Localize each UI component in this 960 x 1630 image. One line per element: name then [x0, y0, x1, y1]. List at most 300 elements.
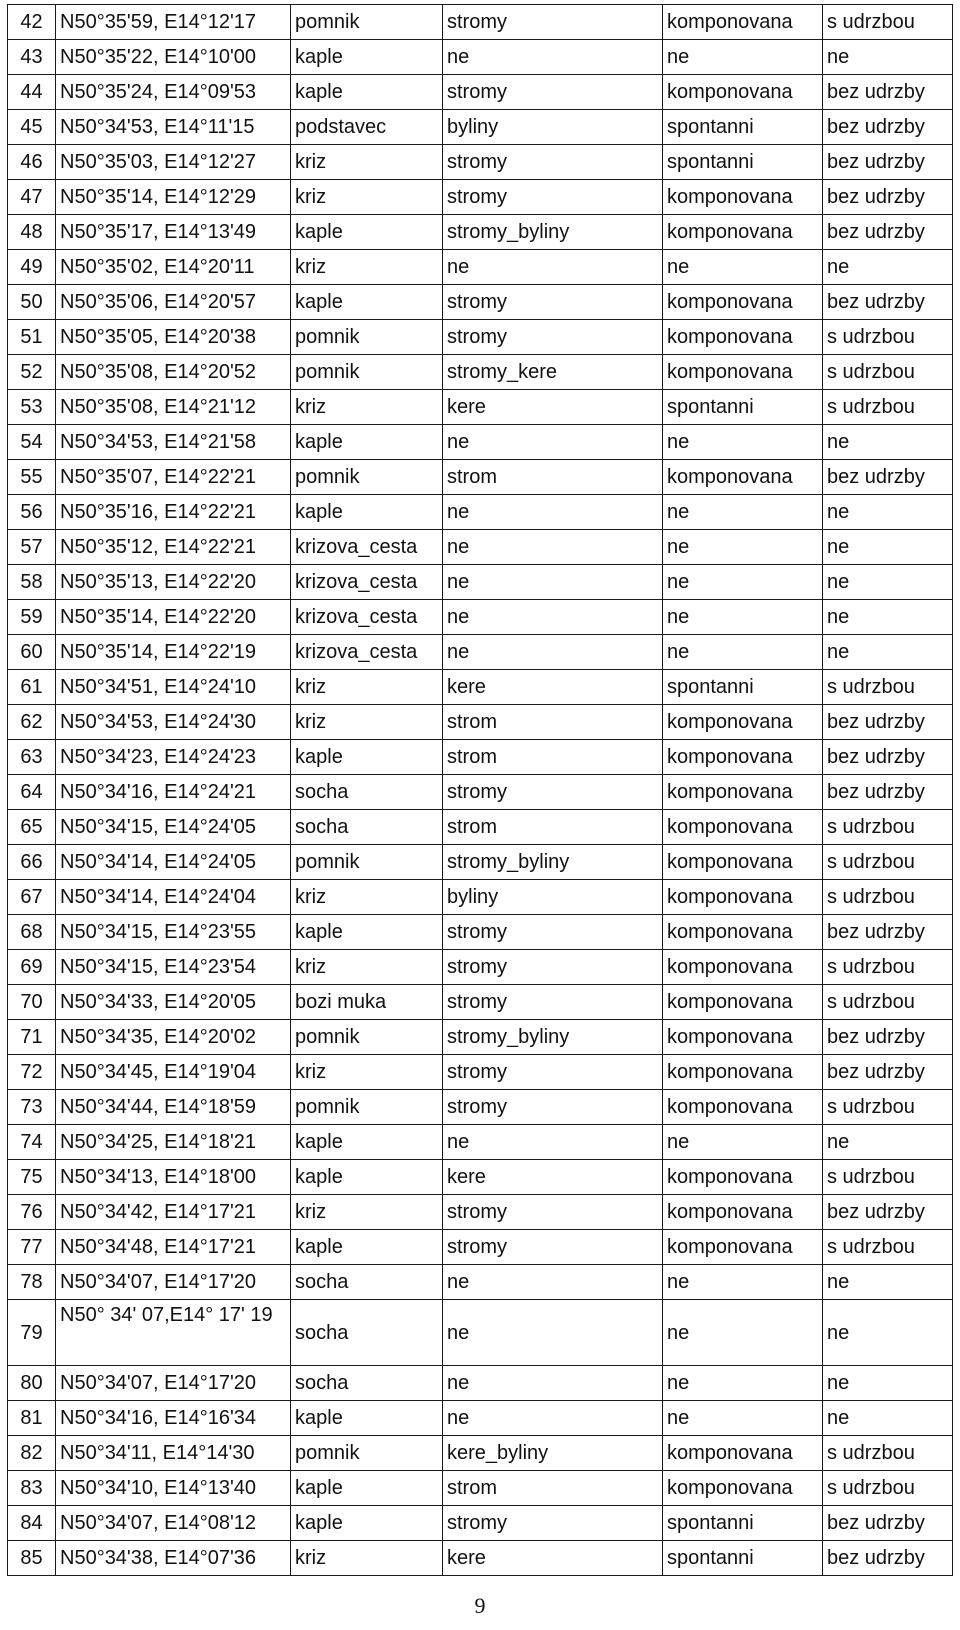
- composition-cell: komponovana: [663, 810, 823, 845]
- maintenance-cell: ne: [823, 40, 953, 75]
- vegetation-cell: stromy: [443, 1230, 663, 1265]
- row-number-cell: 43: [8, 40, 56, 75]
- table-row: [8, 1366, 953, 1401]
- table-row: [8, 1195, 953, 1230]
- maintenance-cell: bez udrzby: [823, 1020, 953, 1055]
- object-type-cell: kaple: [291, 75, 443, 110]
- gps-coordinates-cell: N50°34'07, E14°17'20: [56, 1265, 291, 1300]
- composition-cell: komponovana: [663, 845, 823, 880]
- gps-coordinates-cell: N50°35'03, E14°12'27: [56, 145, 291, 180]
- gps-coordinates-cell: N50°35'24, E14°09'53: [56, 75, 291, 110]
- object-type-cell: kriz: [291, 670, 443, 705]
- row-number-cell: 75: [8, 1160, 56, 1195]
- gps-coordinates-cell: N50°34'33, E14°20'05: [56, 985, 291, 1020]
- object-type-cell: kaple: [291, 1230, 443, 1265]
- maintenance-cell: s udrzbou: [823, 1436, 953, 1471]
- table-row: [8, 1020, 953, 1055]
- vegetation-cell: ne: [443, 40, 663, 75]
- gps-coordinates-cell: N50°34'53, E14°11'15: [56, 110, 291, 145]
- object-type-cell: podstavec: [291, 110, 443, 145]
- vegetation-cell: ne: [443, 1265, 663, 1300]
- gps-coordinates-cell: N50°35'08, E14°20'52: [56, 355, 291, 390]
- vegetation-cell: stromy: [443, 1055, 663, 1090]
- object-type-cell: socha: [291, 810, 443, 845]
- page-number: 9: [474, 1593, 486, 1618]
- vegetation-cell: stromy_byliny: [443, 1020, 663, 1055]
- table-row: [8, 530, 953, 565]
- table-row: [8, 880, 953, 915]
- vegetation-cell: kere_byliny: [443, 1436, 663, 1471]
- object-type-cell: pomnik: [291, 460, 443, 495]
- composition-cell: ne: [663, 495, 823, 530]
- table-row: [8, 495, 953, 530]
- row-number-cell: 52: [8, 355, 56, 390]
- object-type-cell: socha: [291, 1300, 443, 1366]
- composition-cell: komponovana: [663, 1090, 823, 1125]
- table-row: [8, 285, 953, 320]
- vegetation-cell: stromy: [443, 985, 663, 1020]
- row-number-cell: 73: [8, 1090, 56, 1125]
- table-row: [8, 810, 953, 845]
- table-row: [8, 180, 953, 215]
- composition-cell: komponovana: [663, 75, 823, 110]
- data-table: [7, 4, 953, 1576]
- gps-coordinates-cell: N50°34'13, E14°18'00: [56, 1160, 291, 1195]
- table-row: [8, 1436, 953, 1471]
- row-number-cell: 82: [8, 1436, 56, 1471]
- row-number-cell: 84: [8, 1506, 56, 1541]
- maintenance-cell: s udrzbou: [823, 390, 953, 425]
- maintenance-cell: ne: [823, 1125, 953, 1160]
- maintenance-cell: bez udrzby: [823, 740, 953, 775]
- composition-cell: spontanni: [663, 1506, 823, 1541]
- object-type-cell: kaple: [291, 1401, 443, 1436]
- vegetation-cell: strom: [443, 810, 663, 845]
- gps-coordinates-cell: N50°34'45, E14°19'04: [56, 1055, 291, 1090]
- composition-cell: komponovana: [663, 5, 823, 40]
- object-type-cell: kriz: [291, 1541, 443, 1576]
- maintenance-cell: s udrzbou: [823, 5, 953, 40]
- object-type-cell: socha: [291, 775, 443, 810]
- object-type-cell: krizova_cesta: [291, 565, 443, 600]
- table-row: [8, 775, 953, 810]
- composition-cell: komponovana: [663, 460, 823, 495]
- vegetation-cell: stromy: [443, 950, 663, 985]
- composition-cell: spontanni: [663, 110, 823, 145]
- maintenance-cell: bez udrzby: [823, 1055, 953, 1090]
- object-type-cell: kriz: [291, 950, 443, 985]
- vegetation-cell: stromy: [443, 320, 663, 355]
- composition-cell: komponovana: [663, 1471, 823, 1506]
- table-row: [8, 1090, 953, 1125]
- maintenance-cell: bez udrzby: [823, 460, 953, 495]
- maintenance-cell: s udrzbou: [823, 985, 953, 1020]
- row-number-cell: 67: [8, 880, 56, 915]
- object-type-cell: pomnik: [291, 845, 443, 880]
- vegetation-cell: strom: [443, 460, 663, 495]
- row-number-cell: 48: [8, 215, 56, 250]
- composition-cell: komponovana: [663, 285, 823, 320]
- row-number-cell: 55: [8, 460, 56, 495]
- table-row: [8, 1300, 953, 1366]
- row-number-cell: 42: [8, 5, 56, 40]
- gps-coordinates-cell: N50°35'02, E14°20'11: [56, 250, 291, 285]
- object-type-cell: kriz: [291, 1195, 443, 1230]
- row-number-cell: 83: [8, 1471, 56, 1506]
- table-row: [8, 1401, 953, 1436]
- composition-cell: ne: [663, 1125, 823, 1160]
- object-type-cell: kaple: [291, 1506, 443, 1541]
- object-type-cell: pomnik: [291, 1090, 443, 1125]
- maintenance-cell: bez udrzby: [823, 75, 953, 110]
- composition-cell: komponovana: [663, 950, 823, 985]
- maintenance-cell: bez udrzby: [823, 1506, 953, 1541]
- table-row: [8, 250, 953, 285]
- table-row: [8, 1265, 953, 1300]
- gps-coordinates-cell: N50°34'23, E14°24'23: [56, 740, 291, 775]
- object-type-cell: kaple: [291, 495, 443, 530]
- gps-coordinates-cell: N50°34'16, E14°16'34: [56, 1401, 291, 1436]
- row-number-cell: 53: [8, 390, 56, 425]
- object-type-cell: kaple: [291, 740, 443, 775]
- object-type-cell: pomnik: [291, 1436, 443, 1471]
- table-row: [8, 985, 953, 1020]
- composition-cell: komponovana: [663, 1436, 823, 1471]
- object-type-cell: kaple: [291, 1471, 443, 1506]
- row-number-cell: 77: [8, 1230, 56, 1265]
- vegetation-cell: byliny: [443, 880, 663, 915]
- object-type-cell: krizova_cesta: [291, 600, 443, 635]
- gps-coordinates-cell: N50°34'42, E14°17'21: [56, 1195, 291, 1230]
- gps-coordinates-cell: N50°34'44, E14°18'59: [56, 1090, 291, 1125]
- vegetation-cell: strom: [443, 1471, 663, 1506]
- vegetation-cell: kere: [443, 670, 663, 705]
- table-row: [8, 635, 953, 670]
- object-type-cell: kriz: [291, 880, 443, 915]
- gps-coordinates-cell: N50°35'17, E14°13'49: [56, 215, 291, 250]
- table-row: [8, 1055, 953, 1090]
- maintenance-cell: bez udrzby: [823, 705, 953, 740]
- object-type-cell: socha: [291, 1265, 443, 1300]
- composition-cell: ne: [663, 530, 823, 565]
- gps-coordinates-cell: N50°34'25, E14°18'21: [56, 1125, 291, 1160]
- row-number-cell: 46: [8, 145, 56, 180]
- row-number-cell: 74: [8, 1125, 56, 1160]
- row-number-cell: 69: [8, 950, 56, 985]
- vegetation-cell: ne: [443, 1125, 663, 1160]
- row-number-cell: 72: [8, 1055, 56, 1090]
- composition-cell: komponovana: [663, 1160, 823, 1195]
- composition-cell: ne: [663, 600, 823, 635]
- composition-cell: komponovana: [663, 1020, 823, 1055]
- table-row: [8, 670, 953, 705]
- gps-coordinates-cell: N50°34'14, E14°24'05: [56, 845, 291, 880]
- object-type-cell: kaple: [291, 425, 443, 460]
- maintenance-cell: bez udrzby: [823, 215, 953, 250]
- maintenance-cell: bez udrzby: [823, 285, 953, 320]
- vegetation-cell: stromy: [443, 75, 663, 110]
- row-number-cell: 65: [8, 810, 56, 845]
- composition-cell: komponovana: [663, 705, 823, 740]
- object-type-cell: kriz: [291, 180, 443, 215]
- maintenance-cell: ne: [823, 530, 953, 565]
- object-type-cell: kaple: [291, 285, 443, 320]
- object-type-cell: pomnik: [291, 320, 443, 355]
- row-number-cell: 81: [8, 1401, 56, 1436]
- maintenance-cell: s udrzbou: [823, 670, 953, 705]
- maintenance-cell: ne: [823, 1401, 953, 1436]
- row-number-cell: 76: [8, 1195, 56, 1230]
- gps-coordinates-cell: N50°35'59, E14°12'17: [56, 5, 291, 40]
- row-number-cell: 58: [8, 565, 56, 600]
- object-type-cell: kriz: [291, 145, 443, 180]
- maintenance-cell: bez udrzby: [823, 915, 953, 950]
- table-row: [8, 1506, 953, 1541]
- maintenance-cell: bez udrzby: [823, 1541, 953, 1576]
- maintenance-cell: s udrzbou: [823, 810, 953, 845]
- object-type-cell: kriz: [291, 1055, 443, 1090]
- table-row: [8, 145, 953, 180]
- vegetation-cell: stromy: [443, 285, 663, 320]
- maintenance-cell: bez udrzby: [823, 180, 953, 215]
- gps-coordinates-cell: N50°34'14, E14°24'04: [56, 880, 291, 915]
- row-number-cell: 66: [8, 845, 56, 880]
- vegetation-cell: stromy_kere: [443, 355, 663, 390]
- composition-cell: komponovana: [663, 1230, 823, 1265]
- composition-cell: komponovana: [663, 1055, 823, 1090]
- gps-coordinates-cell: N50°35'14, E14°22'19: [56, 635, 291, 670]
- vegetation-cell: ne: [443, 425, 663, 460]
- gps-coordinates-cell: N50°34'07, E14°08'12: [56, 1506, 291, 1541]
- gps-coordinates-cell: N50°35'08, E14°21'12: [56, 390, 291, 425]
- object-type-cell: kriz: [291, 390, 443, 425]
- composition-cell: spontanni: [663, 1541, 823, 1576]
- vegetation-cell: ne: [443, 565, 663, 600]
- gps-coordinates-cell: N50°34'15, E14°23'54: [56, 950, 291, 985]
- object-type-cell: kaple: [291, 915, 443, 950]
- object-type-cell: kaple: [291, 215, 443, 250]
- composition-cell: komponovana: [663, 915, 823, 950]
- vegetation-cell: ne: [443, 600, 663, 635]
- table-row: [8, 1125, 953, 1160]
- table-row: [8, 390, 953, 425]
- table-row: [8, 1230, 953, 1265]
- maintenance-cell: ne: [823, 600, 953, 635]
- table-row: [8, 215, 953, 250]
- object-type-cell: kaple: [291, 40, 443, 75]
- vegetation-cell: ne: [443, 1366, 663, 1401]
- vegetation-cell: strom: [443, 740, 663, 775]
- composition-cell: komponovana: [663, 355, 823, 390]
- composition-cell: komponovana: [663, 985, 823, 1020]
- object-type-cell: pomnik: [291, 5, 443, 40]
- vegetation-cell: stromy: [443, 180, 663, 215]
- composition-cell: komponovana: [663, 775, 823, 810]
- maintenance-cell: ne: [823, 565, 953, 600]
- table-row: [8, 1160, 953, 1195]
- row-number-cell: 64: [8, 775, 56, 810]
- object-type-cell: bozi muka: [291, 985, 443, 1020]
- row-number-cell: 57: [8, 530, 56, 565]
- maintenance-cell: s udrzbou: [823, 845, 953, 880]
- maintenance-cell: s udrzbou: [823, 880, 953, 915]
- gps-coordinates-cell: N50°34'11, E14°14'30: [56, 1436, 291, 1471]
- object-type-cell: kaple: [291, 1160, 443, 1195]
- row-number-cell: 78: [8, 1265, 56, 1300]
- composition-cell: ne: [663, 565, 823, 600]
- vegetation-cell: ne: [443, 495, 663, 530]
- gps-coordinates-cell: N50°35'22, E14°10'00: [56, 40, 291, 75]
- composition-cell: ne: [663, 635, 823, 670]
- table-body: [8, 5, 953, 1576]
- maintenance-cell: s udrzbou: [823, 950, 953, 985]
- table-row: [8, 40, 953, 75]
- composition-cell: ne: [663, 1401, 823, 1436]
- vegetation-cell: kere: [443, 1541, 663, 1576]
- maintenance-cell: ne: [823, 1265, 953, 1300]
- maintenance-cell: bez udrzby: [823, 775, 953, 810]
- composition-cell: ne: [663, 425, 823, 460]
- vegetation-cell: ne: [443, 250, 663, 285]
- table-row: [8, 705, 953, 740]
- gps-coordinates-cell: N50°34'16, E14°24'21: [56, 775, 291, 810]
- object-type-cell: socha: [291, 1366, 443, 1401]
- maintenance-cell: s udrzbou: [823, 355, 953, 390]
- gps-coordinates-cell: N50°35'12, E14°22'21: [56, 530, 291, 565]
- composition-cell: komponovana: [663, 180, 823, 215]
- gps-coordinates-cell: N50°35'05, E14°20'38: [56, 320, 291, 355]
- row-number-cell: 44: [8, 75, 56, 110]
- row-number-cell: 71: [8, 1020, 56, 1055]
- gps-coordinates-cell: N50°35'06, E14°20'57: [56, 285, 291, 320]
- gps-coordinates-cell: N50°35'16, E14°22'21: [56, 495, 291, 530]
- maintenance-cell: s udrzbou: [823, 1230, 953, 1265]
- composition-cell: komponovana: [663, 320, 823, 355]
- composition-cell: komponovana: [663, 1195, 823, 1230]
- table-row: [8, 915, 953, 950]
- row-number-cell: 62: [8, 705, 56, 740]
- vegetation-cell: ne: [443, 530, 663, 565]
- vegetation-cell: byliny: [443, 110, 663, 145]
- composition-cell: komponovana: [663, 740, 823, 775]
- object-type-cell: pomnik: [291, 355, 443, 390]
- table-row: [8, 1541, 953, 1576]
- gps-coordinates-cell: N50°34'51, E14°24'10: [56, 670, 291, 705]
- table-row: [8, 355, 953, 390]
- row-number-cell: 54: [8, 425, 56, 460]
- maintenance-cell: ne: [823, 495, 953, 530]
- row-number-cell: 59: [8, 600, 56, 635]
- maintenance-cell: ne: [823, 1300, 953, 1366]
- vegetation-cell: stromy_byliny: [443, 845, 663, 880]
- vegetation-cell: strom: [443, 705, 663, 740]
- table-row: [8, 950, 953, 985]
- table-row: [8, 110, 953, 145]
- maintenance-cell: s udrzbou: [823, 1160, 953, 1195]
- table-row: [8, 845, 953, 880]
- composition-cell: spontanni: [663, 670, 823, 705]
- vegetation-cell: stromy_byliny: [443, 215, 663, 250]
- composition-cell: spontanni: [663, 145, 823, 180]
- composition-cell: ne: [663, 1300, 823, 1366]
- vegetation-cell: stromy: [443, 915, 663, 950]
- table-row: [8, 1471, 953, 1506]
- maintenance-cell: bez udrzby: [823, 1195, 953, 1230]
- row-number-cell: 79: [8, 1300, 56, 1366]
- object-type-cell: kriz: [291, 250, 443, 285]
- row-number-cell: 51: [8, 320, 56, 355]
- table-row: [8, 600, 953, 635]
- row-number-cell: 63: [8, 740, 56, 775]
- maintenance-cell: s udrzbou: [823, 1471, 953, 1506]
- table-row: [8, 460, 953, 495]
- vegetation-cell: kere: [443, 1160, 663, 1195]
- maintenance-cell: ne: [823, 425, 953, 460]
- vegetation-cell: stromy: [443, 1506, 663, 1541]
- row-number-cell: 61: [8, 670, 56, 705]
- vegetation-cell: stromy: [443, 5, 663, 40]
- object-type-cell: kaple: [291, 1125, 443, 1160]
- composition-cell: ne: [663, 1366, 823, 1401]
- composition-cell: ne: [663, 250, 823, 285]
- vegetation-cell: stromy: [443, 1195, 663, 1230]
- row-number-cell: 47: [8, 180, 56, 215]
- row-number-cell: 49: [8, 250, 56, 285]
- row-number-cell: 60: [8, 635, 56, 670]
- table-row: [8, 5, 953, 40]
- gps-coordinates-cell: N50°34'35, E14°20'02: [56, 1020, 291, 1055]
- gps-coordinates-cell: N50°35'14, E14°12'29: [56, 180, 291, 215]
- gps-coordinates-cell: N50°34'48, E14°17'21: [56, 1230, 291, 1265]
- gps-coordinates-cell: N50° 34' 07,E14° 17' 19: [56, 1300, 291, 1366]
- row-number-cell: 70: [8, 985, 56, 1020]
- maintenance-cell: bez udrzby: [823, 110, 953, 145]
- object-type-cell: krizova_cesta: [291, 530, 443, 565]
- composition-cell: ne: [663, 40, 823, 75]
- row-number-cell: 85: [8, 1541, 56, 1576]
- vegetation-cell: ne: [443, 1300, 663, 1366]
- composition-cell: ne: [663, 1265, 823, 1300]
- table-row: [8, 320, 953, 355]
- gps-coordinates-cell: N50°34'53, E14°21'58: [56, 425, 291, 460]
- gps-coordinates-cell: N50°34'15, E14°23'55: [56, 915, 291, 950]
- gps-coordinates-cell: N50°35'07, E14°22'21: [56, 460, 291, 495]
- gps-coordinates-cell: N50°34'07, E14°17'20: [56, 1366, 291, 1401]
- gps-coordinates-cell: N50°34'10, E14°13'40: [56, 1471, 291, 1506]
- maintenance-cell: ne: [823, 250, 953, 285]
- composition-cell: komponovana: [663, 880, 823, 915]
- vegetation-cell: stromy: [443, 145, 663, 180]
- table-row: [8, 565, 953, 600]
- vegetation-cell: ne: [443, 1401, 663, 1436]
- row-number-cell: 80: [8, 1366, 56, 1401]
- maintenance-cell: s udrzbou: [823, 1090, 953, 1125]
- maintenance-cell: s udrzbou: [823, 320, 953, 355]
- vegetation-cell: stromy: [443, 775, 663, 810]
- gps-coordinates-cell: N50°35'14, E14°22'20: [56, 600, 291, 635]
- row-number-cell: 68: [8, 915, 56, 950]
- row-number-cell: 50: [8, 285, 56, 320]
- vegetation-cell: stromy: [443, 1090, 663, 1125]
- gps-coordinates-cell: N50°34'53, E14°24'30: [56, 705, 291, 740]
- object-type-cell: krizova_cesta: [291, 635, 443, 670]
- table-row: [8, 425, 953, 460]
- row-number-cell: 45: [8, 110, 56, 145]
- maintenance-cell: ne: [823, 1366, 953, 1401]
- vegetation-cell: ne: [443, 635, 663, 670]
- object-type-cell: kriz: [291, 705, 443, 740]
- row-number-cell: 56: [8, 495, 56, 530]
